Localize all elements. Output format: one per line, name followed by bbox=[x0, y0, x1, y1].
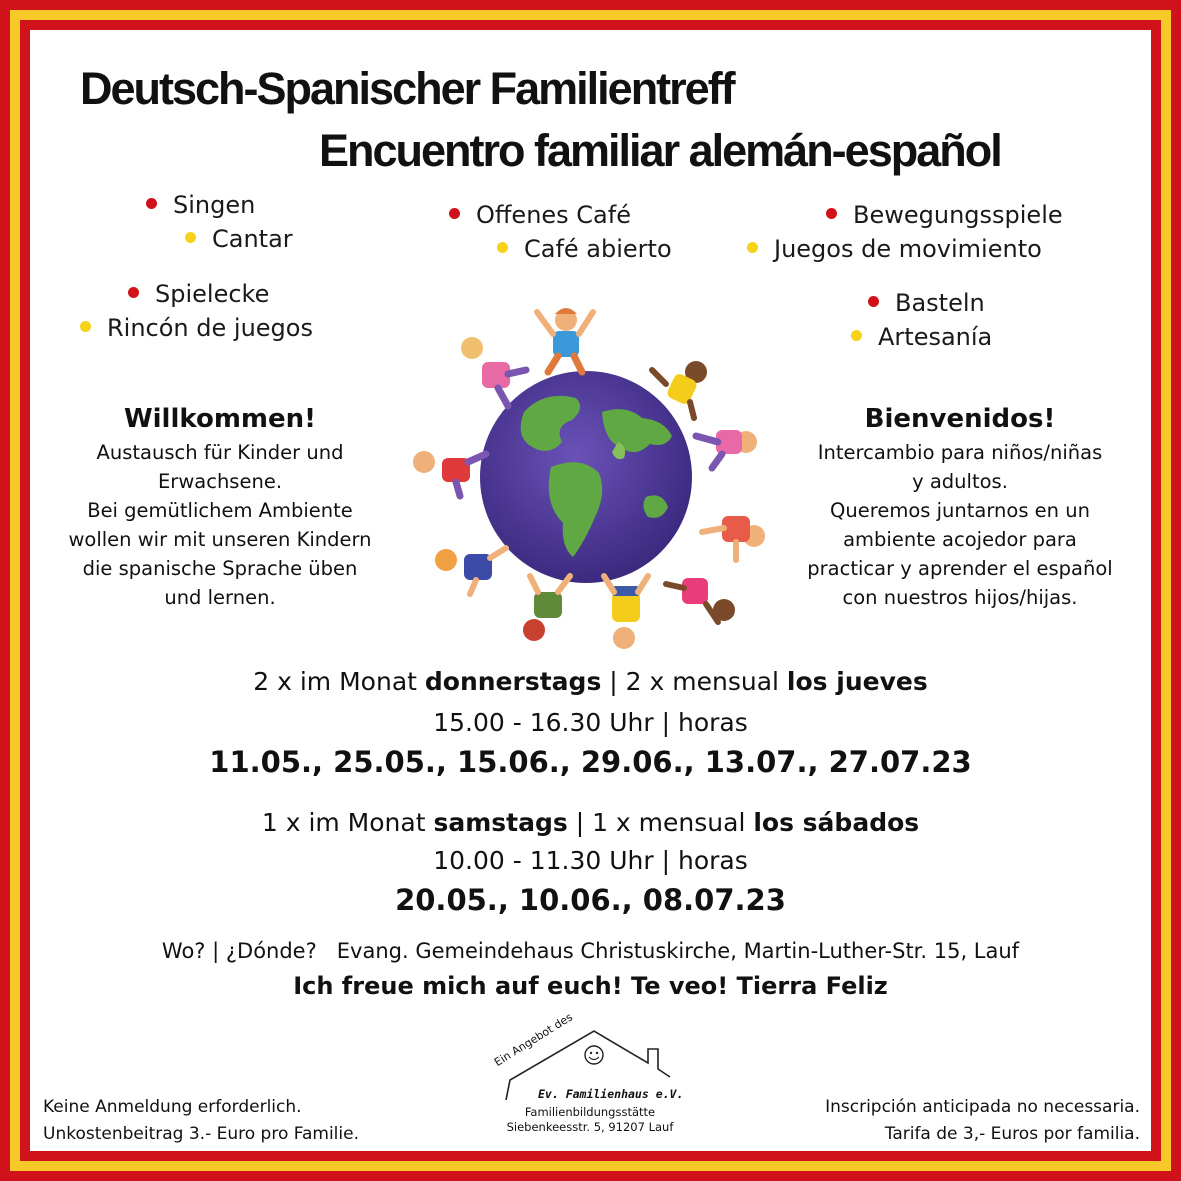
globe-with-children-illustration bbox=[406, 292, 766, 654]
activity-de-bewegung: Bewegungsspiele bbox=[826, 203, 1063, 227]
welcome-heading-es: Bienvenidos! bbox=[864, 404, 1056, 434]
activity-de-cafe: Offenes Café bbox=[449, 203, 631, 227]
red-dot-icon bbox=[826, 208, 837, 219]
child-figure-icon bbox=[435, 548, 506, 594]
title-spanish: Encuentro familiar alemán-español bbox=[319, 125, 1001, 176]
schedule-thursday-time: 15.00 - 16.30 Uhr | horas bbox=[433, 708, 748, 737]
welcome-text-de: Austausch für Kinder und Erwachsene. Bei gemütlichem Ambiente wollen wir mit unseren Kindern die spanische Sprache üben und lernen. bbox=[68, 441, 372, 609]
logo-name: Ev. Familienhaus e.V. bbox=[538, 1087, 684, 1101]
yellow-dot-icon bbox=[497, 242, 508, 253]
footer-spanish: Inscripción anticipada no necessaria. Tarifa de 3,- Euros por familia. bbox=[825, 1097, 1140, 1144]
schedule-saturday-dates: 20.05., 10.06., 08.07.23 bbox=[395, 883, 786, 917]
schedule-thursday-frequency: 2 x im Monat donnerstags | 2 x mensual los jueves bbox=[253, 667, 928, 696]
red-dot-icon bbox=[449, 208, 460, 219]
flyer bbox=[30, 30, 1151, 1151]
yellow-dot-icon bbox=[747, 242, 758, 253]
yellow-dot-icon bbox=[80, 321, 91, 332]
child-figure-icon bbox=[702, 516, 765, 560]
activity-es-cantar: Cantar bbox=[185, 227, 293, 251]
child-figure-icon bbox=[696, 430, 757, 468]
red-dot-icon bbox=[868, 296, 879, 307]
schedule-thursday-dates: 11.05., 25.05., 15.06., 29.06., 13.07., 27.07.23 bbox=[209, 745, 972, 779]
closing-greeting: Ich freue mich auf euch! Te veo! Tierra Feliz bbox=[293, 972, 888, 1000]
yellow-dot-icon bbox=[851, 330, 862, 341]
activity-es-cafe: Café abierto bbox=[497, 237, 672, 261]
activity-es-rincon: Rincón de juegos bbox=[80, 316, 313, 340]
yellow-dot-icon bbox=[185, 232, 196, 243]
activity-de-spielecke: Spielecke bbox=[128, 282, 269, 306]
child-figure-icon bbox=[537, 308, 593, 372]
child-figure-icon bbox=[604, 576, 648, 649]
welcome-text-es: Intercambio para niños/niñas y adultos. Queremos juntarnos en un ambiente acojedor para practicar y aprender el español con nuestros hijos/hijas. bbox=[807, 441, 1113, 609]
title-german: Deutsch-Spanischer Familientreff bbox=[80, 63, 734, 114]
child-figure-icon bbox=[413, 451, 486, 496]
welcome-heading-de: Willkommen! bbox=[123, 404, 317, 434]
red-dot-icon bbox=[128, 287, 139, 298]
schedule-saturday-time: 10.00 - 11.30 Uhr | horas bbox=[433, 846, 748, 875]
activity-es-movimiento: Juegos de movimiento bbox=[747, 237, 1042, 261]
activity-de-basteln: Basteln bbox=[868, 291, 985, 315]
schedule-saturday-frequency: 1 x im Monat samstags | 1 x mensual los sábados bbox=[261, 808, 920, 837]
red-dot-icon bbox=[146, 198, 157, 209]
location: Wo? | ¿Dónde? Evang. Gemeindehaus Christuskirche, Martin-Luther-Str. 15, Lauf bbox=[161, 939, 1020, 963]
logo-subtitle: Familienbildungsstätte Siebenkeesstr. 5, 91207 Lauf bbox=[506, 1105, 674, 1134]
activity-de-singen: Singen bbox=[146, 193, 255, 217]
footer-german: Keine Anmeldung erforderlich. Unkostenbeitrag 3.- Euro pro Familie. bbox=[43, 1097, 359, 1144]
child-figure-icon bbox=[523, 576, 570, 641]
activity-es-artesania: Artesanía bbox=[851, 325, 992, 349]
logo-tagline: Ein Angebot des bbox=[492, 1010, 575, 1070]
child-figure-icon bbox=[666, 578, 735, 622]
child-figure-icon bbox=[461, 337, 526, 406]
